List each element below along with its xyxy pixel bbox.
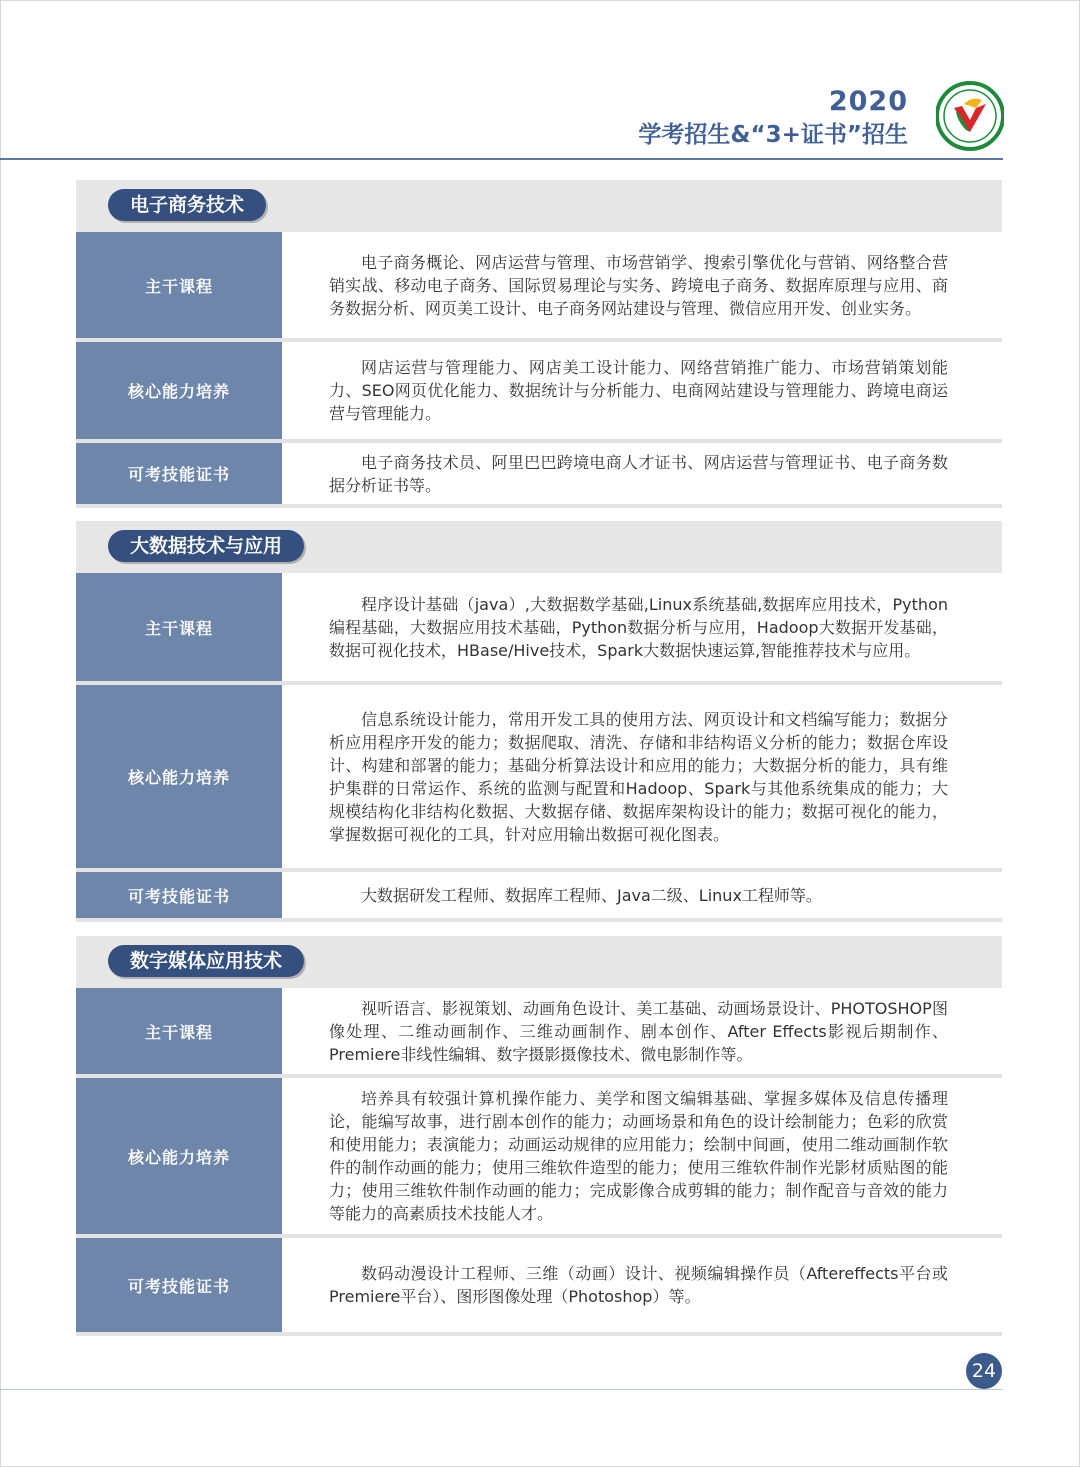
row-label: 可考技能证书 — [76, 1238, 282, 1332]
school-logo — [936, 78, 1004, 156]
row-label: 主干课程 — [76, 988, 282, 1074]
row-text: 数码动漫设计工程师、三维（动画）设计、视频编辑操作员（Aftereffects平台或Premiere平台）、图形图像处理（Photoshop）等。 — [329, 1264, 948, 1306]
section-header — [76, 936, 1002, 988]
row-main-courses — [76, 573, 1002, 685]
row-label: 可考技能证书 — [76, 872, 282, 918]
section-header — [76, 180, 1002, 232]
row-label: 可考技能证书 — [76, 443, 282, 504]
row-text: 网店运营与管理能力、网店美工设计能力、网络营销推广能力、市场营销策划能力、SEO网页优化能力、数据统计与分析能力、电商网站建设与管理能力、跨境电商运营与管理能力。 — [329, 358, 948, 423]
row-core-abilities — [76, 1078, 1002, 1238]
row-text: 电子商务技术员、阿里巴巴跨境电商人才证书、网店运营与管理证书、电子商务数据分析证书等。 — [329, 452, 948, 495]
header-rule — [0, 158, 1003, 160]
program-section-ecommerce — [76, 180, 1002, 508]
section-title: 数字媒体应用技术 — [108, 945, 304, 977]
program-section-bigdata — [76, 521, 1002, 922]
row-core-abilities — [76, 685, 1002, 872]
row-label: 核心能力培养 — [76, 342, 282, 439]
row-main-courses — [76, 988, 1002, 1078]
header-title: 学考招生&“3+证书”招生 — [638, 122, 908, 148]
row-label: 主干课程 — [76, 573, 282, 681]
row-text: 程序设计基础（java）,大数据数学基础,Linux系统基础,数据库应用技术，Python编程基础，大数据应用技术基础，Python数据分析与应用，Hadoop大数据开发基础，数据可视化技术，HBase/Hive技术，Spark大数据快速运算,智能推荐技术与应用。 — [329, 594, 948, 660]
row-certificates — [76, 443, 1002, 508]
header-year: 2020 — [828, 86, 908, 117]
row-main-courses — [76, 232, 1002, 342]
row-text: 电子商务概论、网店运营与管理、市场营销学、搜索引擎优化与营销、网络整合营销实战、移动电子商务、国际贸易理论与实务、跨境电子商务、数据库原理与应用、商务数据分析、网页美工设计、电子商务网站建设与管理、微信应用开发、创业实务。 — [329, 252, 948, 318]
section-title: 电子商务技术 — [108, 189, 266, 221]
section-header — [76, 521, 1002, 573]
row-certificates — [76, 872, 1002, 922]
footer-rule — [0, 1389, 1003, 1390]
section-title: 大数据技术与应用 — [108, 530, 304, 562]
row-label: 核心能力培养 — [76, 1078, 282, 1234]
row-text: 信息系统设计能力，常用开发工具的使用方法、网页设计和文档编写能力；数据分析应用程序开发的能力；数据爬取、清洗、存储和非结构语义分析的能力；数据仓库设计、构建和部署的能力；基础分析算法设计和应用的能力；大数据分析的能力，具有维护集群的日常运作、系统的监测与配置和Hadoop、Spark与其他系统集成的能力；大规模结构化非结构化数据、大数据存储、数据库架构设计的能力；数据可视化的能力，掌握数据可视化的工具，针对应用输出数据可视化图表。 — [329, 709, 948, 844]
row-label: 主干课程 — [76, 232, 282, 338]
row-certificates — [76, 1238, 1002, 1336]
row-text: 大数据研发工程师、数据库工程师、Java二级、Linux工程师等。 — [361, 885, 822, 905]
row-core-abilities — [76, 342, 1002, 443]
program-section-digital-media — [76, 936, 1002, 1336]
row-text: 视听语言、影视策划、动画角色设计、美工基础、动画场景设计、PHOTOSHOP图像处理、二维动画制作、三维动画制作、剧本创作、After Effects影视后期制作、Premiere非线性编辑、数字摄影摄像技术、微电影制作等。 — [329, 998, 948, 1064]
row-label: 核心能力培养 — [76, 685, 282, 868]
page-number: 24 — [966, 1353, 1002, 1389]
row-text: 培养具有较强计算机操作能力、美学和图文编辑基础、掌握多媒体及信息传播理论，能编写故事，进行剧本创作的能力；动画场景和角色的设计绘制能力；色彩的欣赏和使用能力；表演能力；动画运动规律的应用能力；绘制中间画，使用二维动画制作软件的制作动画的能力；使用三维软件造型的能力；使用三维软件制作光影材质贴图的能力；使用三维软件制作动画的能力；完成影像合成剪辑的能力；制作配音与音效的能力等能力的高素质技术技能人才。 — [329, 1089, 948, 1223]
